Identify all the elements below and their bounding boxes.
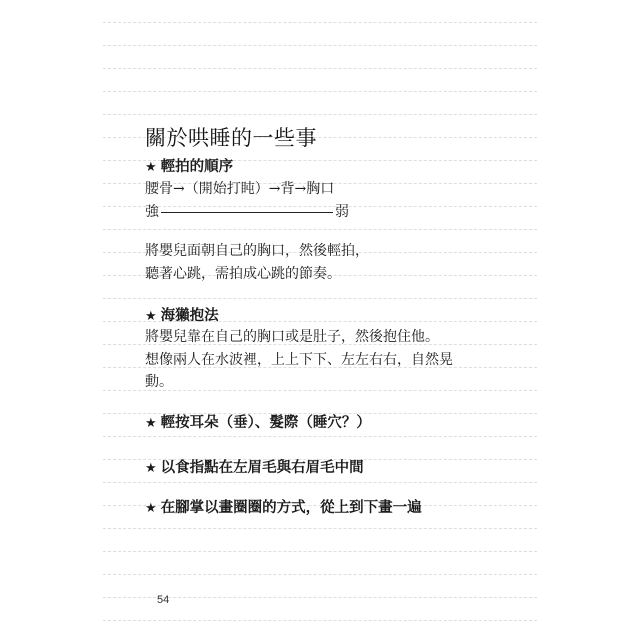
intensity-line	[161, 212, 333, 213]
ruled-line	[103, 551, 537, 552]
star-icon: ★	[145, 309, 157, 324]
strong-label: 強	[145, 204, 159, 220]
ruled-line	[103, 574, 537, 575]
otter-description-2: 想像兩人在水波裡，上上下下、左左右右，自然晃	[145, 352, 453, 368]
weak-label: 弱	[335, 204, 349, 220]
page-number: 54	[157, 594, 170, 606]
star-icon: ★	[145, 501, 157, 516]
heading-text: 海獺抱法	[160, 307, 219, 324]
tip-brows	[145, 456, 364, 477]
otter-description-3: 動。	[145, 374, 173, 390]
ruled-line	[103, 68, 537, 69]
pat-description-2: 聽著心跳，需拍成心跳的節奏。	[145, 266, 341, 282]
heading-text: 輕拍的順序	[160, 158, 234, 175]
ruled-line	[103, 620, 537, 621]
page-title: 關於哄睡的一些事	[145, 126, 317, 150]
ruled-line	[103, 229, 537, 230]
otter-description-1: 將嬰兒靠在自己的胸口或是肚子，然後抱住他。	[145, 329, 439, 345]
tip-text: 輕按耳朵（垂）、髮際（睡穴？）	[160, 414, 371, 431]
ruled-line	[103, 22, 537, 23]
ruled-line	[103, 482, 537, 483]
ruled-line	[103, 45, 537, 46]
tip-soles	[145, 496, 422, 517]
ruled-line	[103, 114, 537, 115]
pat-description-1: 將嬰兒面朝自己的胸口，然後輕拍，	[145, 243, 369, 259]
tip-text: 在腳掌以畫圈圈的方式，從上到下畫一遍	[160, 499, 422, 516]
pat-sequence: 腰骨→（開始打盹）→背→胸口	[145, 181, 335, 197]
intensity-scale	[145, 201, 349, 221]
ruled-line	[103, 436, 537, 437]
ruled-line	[103, 91, 537, 92]
ruled-line	[103, 528, 537, 529]
star-icon: ★	[145, 160, 157, 175]
ruled-line	[103, 298, 537, 299]
star-icon: ★	[145, 461, 157, 476]
section-heading-otter-hold	[145, 304, 219, 325]
star-icon: ★	[145, 416, 157, 431]
section-heading-pat-order	[145, 155, 233, 176]
tip-ears	[145, 411, 371, 432]
tip-text: 以食指點在左眉毛與右眉毛中間	[160, 459, 364, 476]
